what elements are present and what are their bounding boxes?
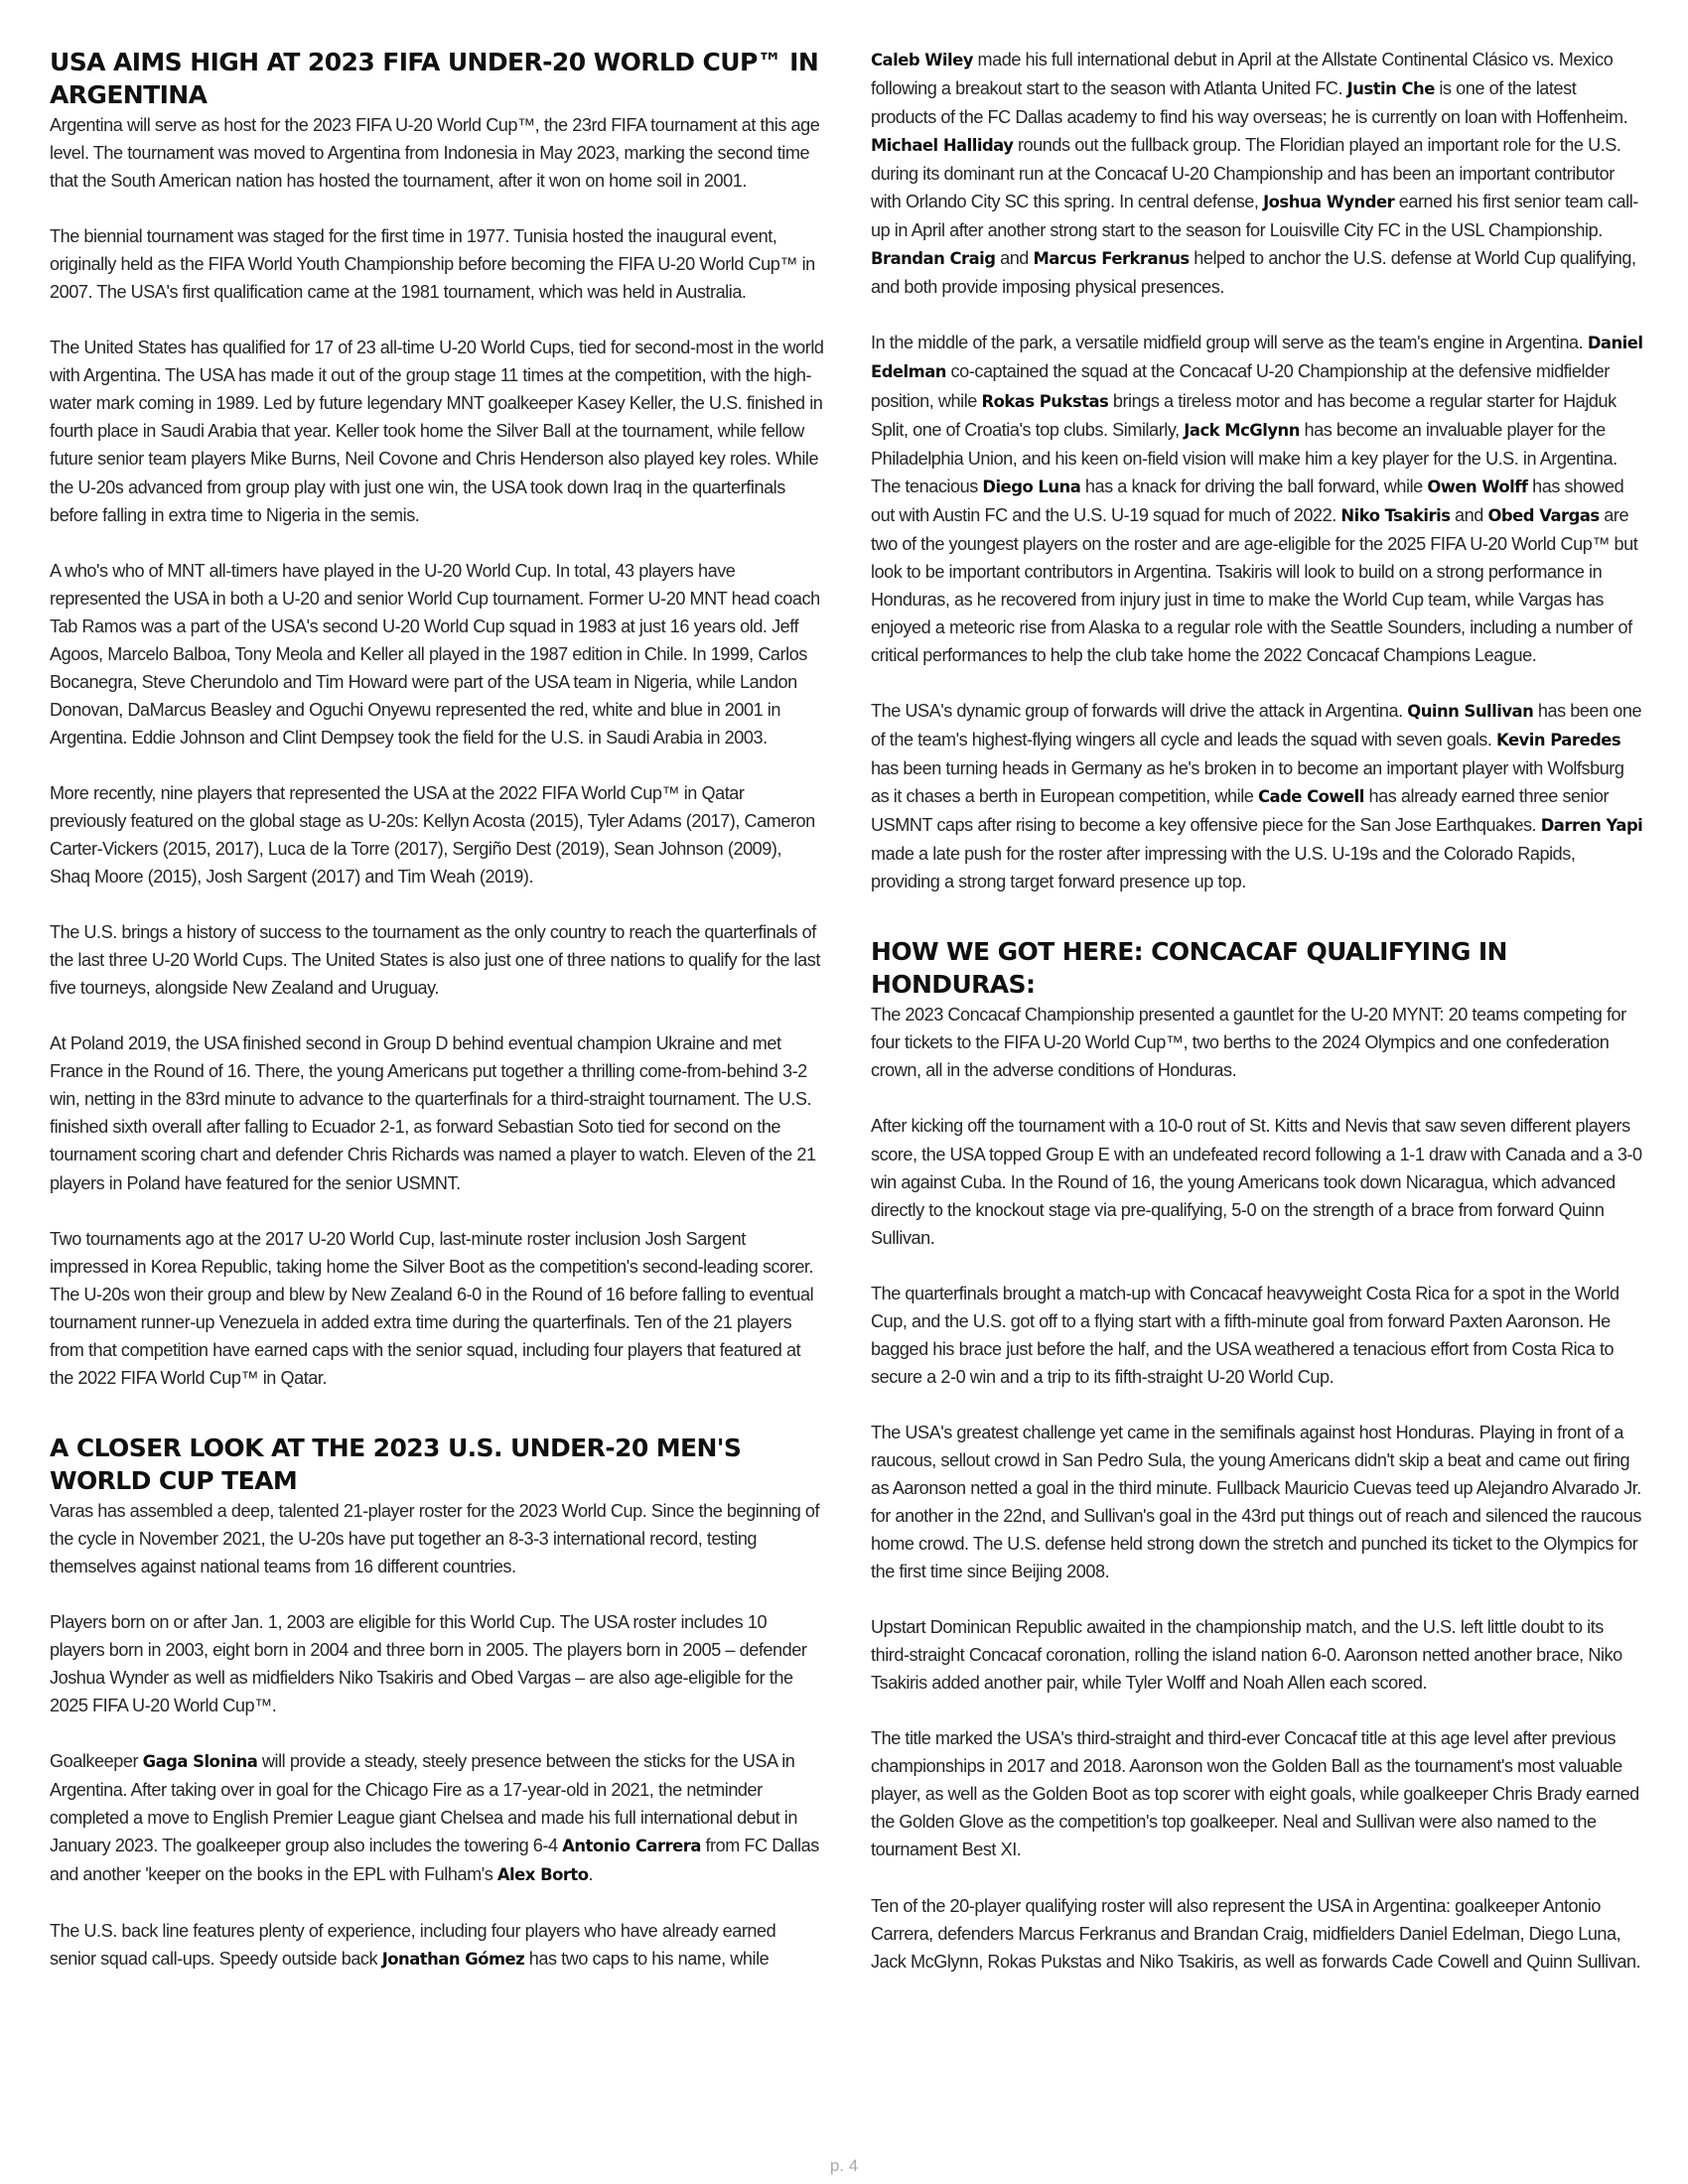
defenders-paragraph-start: The U.S. back line features plenty of experience, including four players who have already earned senior squad call-ups. Speedy outside back Jonathan Gómez has two caps to his name, while — [50, 1921, 776, 1970]
paragraph: A who's who of MNT all-timers have played in the U-20 World Cup. In total, 43 players have represented the USA in both a U-20 and senior World Cup tournament. Former U-20 MNT head coach Tab Ramos was a part of the USA's second U-20 World Cup squad in 1983 at just 16 years old. Jeff Agoos, Marcelo Balboa, Tony Meola and Keller all played in the 1987 edition in Chile. In 1999, Carlos Bocanegra, Steve Cherundolo and Tim Howard were part of the USA team in Nigeria, while Landon Donovan, DaMarcus Beasley and Oguchi Onyewu represented the red, white and blue in 2001 in Argentina. Eddie Johnson and Clint Dempsey took the field for the U.S. in Saudi Arabia in 2003. — [50, 560, 820, 748]
player-name: Alex Borto — [496, 1865, 589, 1885]
left-column — [50, 46, 824, 1974]
paragraph: Varas has assembled a deep, talented 21-player roster for the 2023 World Cup. Since the beginning of the cycle in November 2021, the U-20s have put together an 8-3-3 international record, testing themselves against national teams from 16 different countries. — [50, 1500, 820, 1576]
paragraph: The quarterfinals brought a match-up with Concacaf heavyweight Costa Rica for a spot in the World Cup, and the U.S. got off to a flying start with a fifth-minute goal from forward Paxten Aaronson. He bagged his brace just before the half, and the USA weathered a tenacious effort from Costa Rica to secure a 2-0 win and a trip to its fifth-straight U-20 World Cup. — [871, 1283, 1619, 1387]
goalkeepers-paragraph: Goalkeeper Gaga Slonina will provide a steady, steely presence between the sticks for the USA in Argentina. After taking over in goal for the Chicago Fire as a 17-year-old in 2021, the netminder completed a move to English Premier League giant Chelsea and made his full international debut in January 2023. The goalkeeper group also includes the towering 6-4 Antonio Carrera from FC Dallas and another 'keeper on the books in the EPL with Fulham's Alex Borto. — [50, 1751, 819, 1885]
right-column — [871, 46, 1645, 1976]
player-name: Michael Halliday — [871, 136, 1014, 156]
paragraph: The title marked the USA's third-straight and third-ever Concacaf title at this age level after previous championships in 2017 and 2018. Aaronson won the Golden Ball as the tournament's most valuable player, as well as the Golden Boot as top scorer with eight goals, while goalkeeper Chris Brady earned the Golden Glove as the competition's top goalkeeper. Neal and Sullivan were also named to the tournament Best XI. — [871, 1728, 1639, 1860]
paragraph: Argentina will serve as host for the 2023 FIFA U-20 World Cup™, the 23rd FIFA tournament at this age level. The tournament was moved to Argentina from Indonesia in May 2023, marking the second time that the South American nation has hosted the tournament, after it won on home soil in 2001. — [50, 115, 820, 192]
section-heading-usa-aims-high: USA AIMS HIGH AT 2023 FIFA UNDER-20 WORLD CUP™ IN ARGENTINA — [50, 48, 819, 109]
paragraph: Upstart Dominican Republic awaited in the championship match, and the U.S. left little doubt to its third-straight Concacaf coronation, rolling the island nation 6-0. Aaronson netted another brace, Niko Tsakiris added another pair, while Tyler Wolff and Noah Allen each scored. — [871, 1617, 1622, 1694]
player-name: Diego Luna — [982, 477, 1081, 496]
paragraph: The U.S. brings a history of success to the tournament as the only country to reach the quarterfinals of the last three U-20 World Cups. The United States is also just one of three nations to qualify for the last five tourneys, alongside New Zealand and Uruguay. — [50, 922, 820, 999]
paragraph: The 2023 Concacaf Championship presented a gauntlet for the U-20 MYNT: 20 teams competing for four tickets to the FIFA U-20 World Cup™, two berths to the 2024 Olympics and one confederation crown, all in the adverse conditions of Honduras. — [871, 1005, 1626, 1081]
paragraph: Players born on or after Jan. 1, 2003 are eligible for this World Cup. The USA roster includes 10 players born in 2003, eight born in 2004 and three born in 2005. The players born in 2005 – defender Joshua Wynder as well as midfielders Niko Tsakiris and Obed Vargas – are also age-eligible for the 2025 FIFA U-20 World Cup™. — [50, 1611, 807, 1716]
paragraph: The USA's greatest challenge yet came in the semifinals against host Honduras. Playing in front of a raucous, sellout crowd in San Pedro Sula, the young Americans didn't skip a beat and came out firing as Aaronson netted a goal in the third minute. Fullback Mauricio Cuevas teed up Alejandro Alvarado Jr. for another in the 22nd, and Sullivan's goal in the 43rd put things out of reach and silenced the raucous home crowd. The U.S. defense held strong down the stretch and punched its ticket to the Olympics for the first time since Beijing 2008. — [871, 1422, 1642, 1582]
player-name: Gaga Slonina — [142, 1752, 258, 1772]
player-name: Brandan Craig — [871, 249, 996, 269]
section-heading-how-we-got-here: HOW WE GOT HERE: CONCACAF QUALIFYING IN HONDURAS: — [871, 937, 1507, 1000]
player-name: Jack McGlynn — [1184, 420, 1300, 440]
player-name: Rokas Pukstas — [981, 391, 1109, 411]
section-heading-closer-look: A CLOSER LOOK AT THE 2023 U.S. UNDER-20 MEN'S WORLD CUP TEAM — [50, 1433, 742, 1495]
page-number: p. 4 — [829, 2156, 859, 2175]
paragraph: Ten of the 20-player qualifying roster will also represent the USA in Argentina: goalkeeper Antonio Carrera, defenders Marcus Ferkranus and Brandan Craig, midfielders Daniel Edelman, Diego Luna, Jack McGlynn, Rokas Pukstas and Niko Tsakiris, as well as forwards Cade Cowell and Quinn Sullivan. — [871, 1895, 1641, 1972]
forwards-paragraph: The USA's dynamic group of forwards will drive the attack in Argentina. Quinn Sullivan has been one of the team's highest-flying wingers all cycle and leads the squad with seven goals. Kevin Paredes has been turning heads in Germany as he's broken in to become an important player with Wolfsburg as it chases a berth in European competition, while Cade Cowell has already earned three senior USMNT caps after rising to become a key offensive piece for the San Jose Earthquakes. Darren Yapi made a late push for the roster after impressing with the U.S. U-19s and the Colorado Rapids, providing a strong target forward presence up top. — [871, 700, 1643, 892]
paragraph: More recently, nine players that represented the USA at the 2022 FIFA World Cup™ in Qatar previously featured on the global stage as U-20s: Kellyn Acosta (2015), Tyler Adams (2017), Cameron Carter-Vickers (2015, 2017), Luca de la Torre (2017), Sergiño Dest (2019), Sean Johnson (2009), Shaq Moore (2015), Josh Sargent (2017) and Tim Weah (2019). — [50, 782, 815, 887]
paragraph: The United States has qualified for 17 of 23 all-time U-20 World Cups, tied for second-most in the world with Argentina. The USA has made it out of the group stage 11 times at the competition, with the high-water mark coming in 1989. Led by future legendary MNT goalkeeper Kasey Keller, the U.S. finished in fourth place in Saudi Arabia that year. Keller took home the Silver Ball at the tournament, while fellow future senior team players Mike Burns, Neil Covone and Chris Henderson also played key roles. While the U-20s advanced from group play with just one win, the USA took down Iraq in the quarterfinals before falling in extra time to Nigeria in the semis. — [50, 338, 824, 525]
midfielders-paragraph: In the middle of the park, a versatile midfield group will serve as the team's engine in Argentina. Daniel Edelman co-captained the squad at the Concacaf U-20 Championship at the defensive midfielder position, while Rokas Pukstas brings a tireless motor and has become a regular starter for Hajduk Split, one of Croatia's top clubs. Similarly, Jack McGlynn has become an invaluable player for the Philadelphia Union, and his keen on-field vision will make him a key player for the U.S. in Argentina. The tenacious Diego Luna has a knack for driving the ball forward, while Owen Wolff has showed out with Austin FC and the U.S. U-19 squad for much of 2022. Niko Tsakiris and Obed Vargas are two of the youngest players on the roster and are age-eligible for the 2025 FIFA U-20 World Cup™ but look to be important contributors in Argentina. Tsakiris will look to build on a strong performance in Honduras, as he recovered from injury just in time to make the World Cup team, while Vargas has enjoyed a meteoric rise from Alaska to a regular role with the Seattle Sounders, including a number of critical performances to help the club take home the 2022 Concacaf Champions League. — [871, 333, 1643, 665]
player-name: Justin Che — [1346, 79, 1435, 99]
paragraph: The biennial tournament was staged for the first time in 1977. Tunisia hosted the inaugural event, originally held as the FIFA World Youth Championship before becoming the FIFA U-20 World Cup™ in 2007. The USA's first qualification came at the 1981 tournament, which was held in Australia. — [50, 226, 815, 303]
player-name: Joshua Wynder — [1263, 193, 1395, 212]
player-name: Antonio Carrera — [562, 1837, 701, 1856]
paragraph: At Poland 2019, the USA finished second in Group D behind eventual champion Ukraine and met France in the Round of 16. There, the young Americans put together a thrilling come-from-behind 3-2 win, netting in the 83rd minute to advance to the quarterfinals for a third-straight tournament. The U.S. finished sixth overall after falling to Ecuador 2-1, as forward Sebastian Soto tied for second on the tournament scoring chart and defender Chris Richards was named a player to watch. Eleven of the 21 players in Poland have featured for the senior USMNT. — [50, 1033, 816, 1193]
player-name: Quinn Sullivan — [1407, 701, 1534, 721]
player-name: Jonathan Gómez — [381, 1950, 525, 1970]
player-name: Marcus Ferkranus — [1033, 249, 1190, 269]
player-name: Darren Yapi — [1540, 816, 1643, 836]
player-name: Daniel Edelman — [871, 334, 1643, 382]
player-name: Obed Vargas — [1487, 505, 1600, 525]
player-name: Caleb Wiley — [871, 51, 973, 69]
paragraph: After kicking off the tournament with a 10-0 rout of St. Kitts and Nevis that saw seven different players score, the USA topped Group E with an undefeated record following a 1-1 draw with Canada and a 3-0 win against Cuba. In the Round of 16, the young Americans took down Nicaragua, which advanced directly to the knockout stage via pre-qualifying, 5-0 on the strength of a brace from forward Quinn Sullivan. — [871, 1116, 1642, 1248]
player-name: Owen Wolff — [1427, 477, 1528, 496]
defenders-paragraph-continued: Caleb Wiley made his full international debut in April at the Allstate Continental Clásico vs. Mexico following a breakout start to the season with Atlanta United FC. Justin Che is one of the latest products of the FC Dallas academy to find his way overseas; he is currently on loan with Hoffenheim. Michael Halliday rounds out the fullback group. The Floridian played an important role for the U.S. during its dominant run at the Concacaf U-20 Championship and has been an important contributor with Orlando City SC this spring. In central defense, Joshua Wynder earned his first senior team call-up in April after another strong start to the season for Louisville City FC in the USL Championship. Brandan Craig and Marcus Ferkranus helped to anchor the U.S. defense at World Cup qualifying, and both provide imposing physical presences. — [871, 50, 1638, 298]
player-name: Cade Cowell — [1257, 787, 1364, 807]
paragraph: Two tournaments ago at the 2017 U-20 World Cup, last-minute roster inclusion Josh Sargent impressed in Korea Republic, taking home the Silver Boot as the competition's second-leading scorer. The U-20s won their group and blew by New Zealand 6-0 in the Round of 16 before falling to eventual tournament runner-up Venezuela in added extra time during the quarterfinals. Ten of the 21 players from that competition have earned caps with the senior squad, including four players that featured at the 2022 FIFA World Cup™ in Qatar. — [50, 1228, 814, 1388]
player-name: Niko Tsakiris — [1340, 505, 1451, 525]
player-name: Kevin Paredes — [1496, 731, 1621, 751]
